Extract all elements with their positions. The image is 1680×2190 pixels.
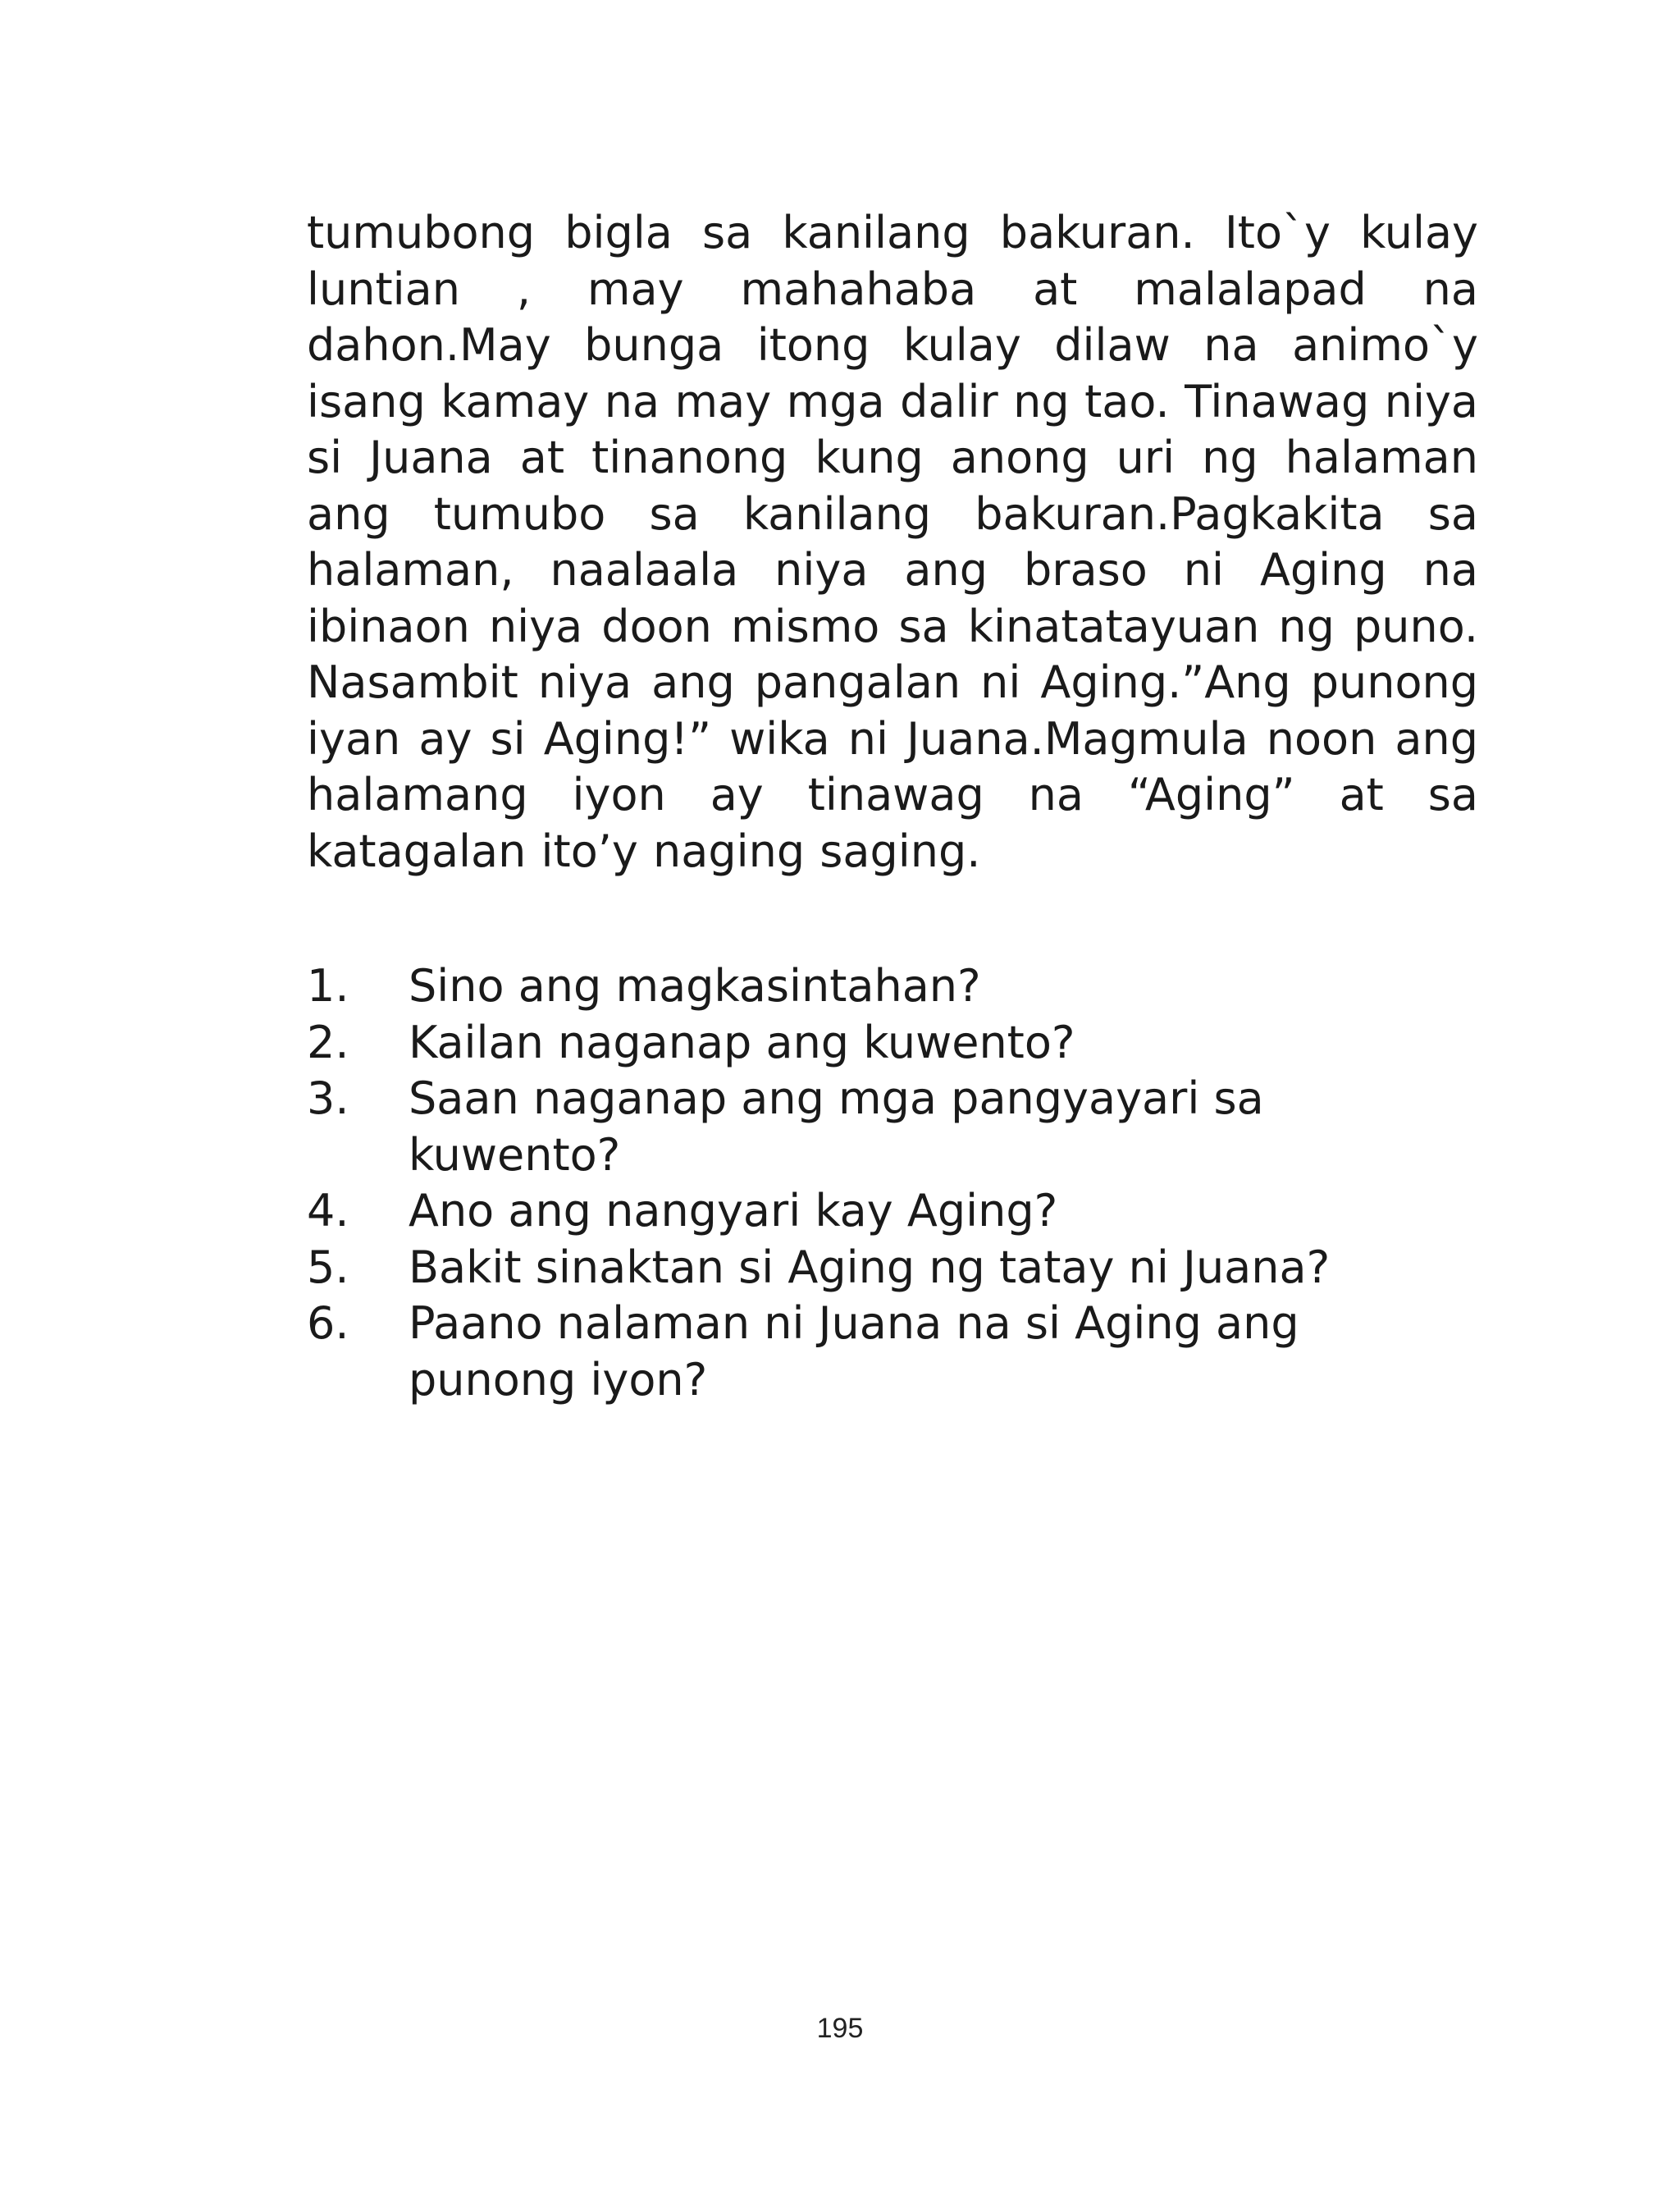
question-text: Bakit sinaktan si Aging ng tatay ni Juana? [409,1241,1331,1293]
question-item [307,1296,1478,1408]
question-text: Saan naganap ang mga pangyayari sa kuwento? [409,1072,1264,1181]
question-text: Ano ang nangyari kay Aging? [409,1185,1058,1237]
question-number: 6. [307,1297,349,1349]
page-number: 195 [816,2013,864,2044]
question-item [307,958,1478,1015]
question-item [307,1240,1478,1296]
story-paragraph: tumubong bigla sa kanilang bakuran. Ito`y kulay luntian , may mahahaba at malalapad na dahon.May bunga itong kulay dilaw na animo`y isang kamay na may mga dalir ng tao. Tinawag niya si Juana at tinanong kung anong uri ng halaman ang tumubo sa kanilang bakuran.Pagkakita sa halaman, naalaala niya ang braso ni Aging na ibinaon niya doon mismo sa kinatatayuan ng puno. Nasambit niya ang pangalan ni Aging.”Ang punong iyan ay si Aging!” wika ni Juana.Magmula noon ang halamang iyon ay tinawag na “Aging” at sa katagalan ito’y naging saging. [307,207,1478,877]
question-text: Sino ang magkasintahan? [409,960,981,1012]
question-number: 3. [307,1072,349,1124]
question-number: 4. [307,1185,349,1237]
question-item [307,1015,1478,1072]
question-number: 5. [307,1241,349,1293]
question-item [307,1183,1478,1240]
question-text: Paano nalaman ni Juana na si Aging ang punong iyon? [409,1297,1299,1406]
question-item [307,1071,1478,1183]
question-list [307,958,1478,1408]
question-number: 2. [307,1016,349,1068]
question-number: 1. [307,960,349,1012]
question-text: Kailan naganap ang kuwento? [409,1016,1075,1068]
